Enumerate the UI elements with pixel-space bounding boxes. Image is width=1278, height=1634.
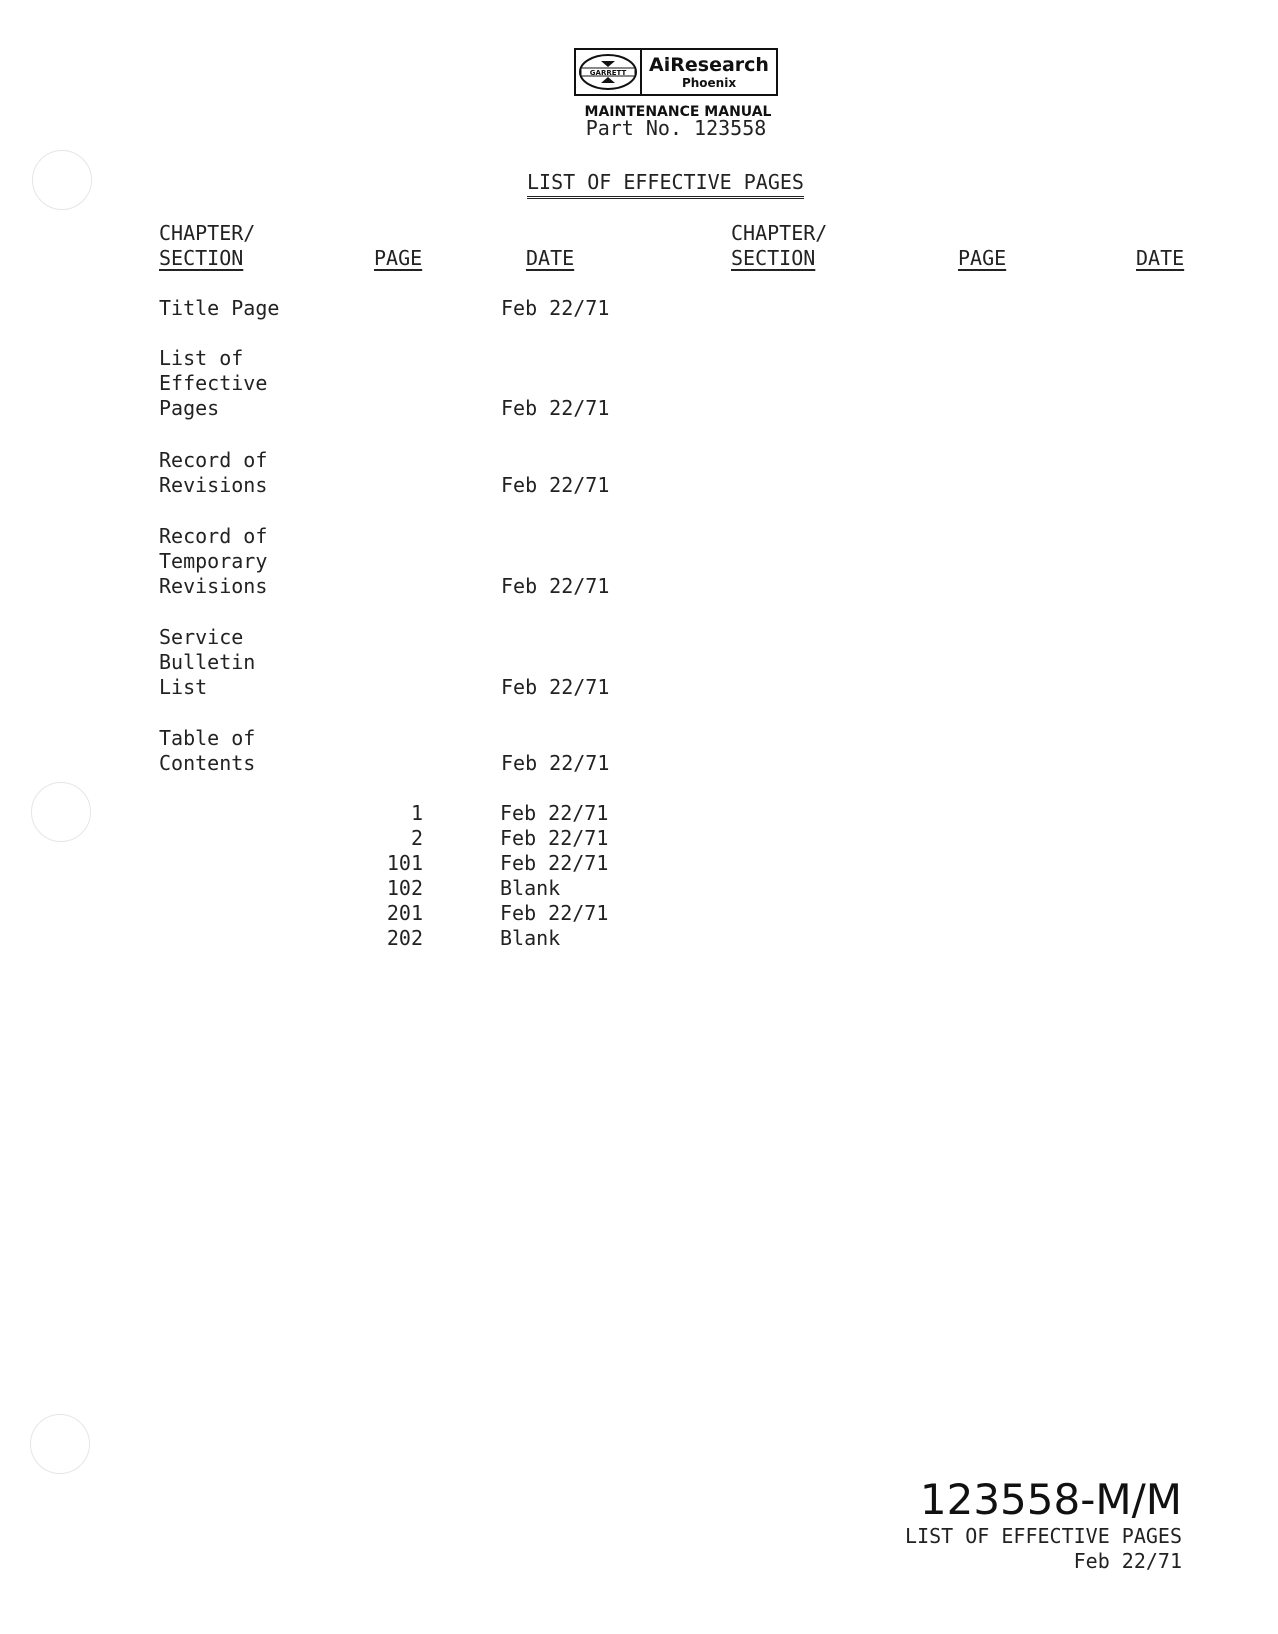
footer-doc-code: 123558-M/M: [919, 1475, 1182, 1524]
row-date: Feb 22/71: [501, 751, 610, 775]
page-date: Feb 22/71: [500, 801, 609, 825]
row-section: Record of Temporary Revisions: [159, 524, 268, 598]
col-header-page-left: PAGE: [374, 246, 423, 270]
logo-mark-text: GARRETT: [589, 69, 627, 77]
logo-brand: AiResearch: [649, 53, 769, 76]
col-header-chapter-right: [731, 221, 827, 271]
row-date: Feb 22/71: [501, 296, 610, 320]
logo-city: Phoenix: [681, 75, 737, 90]
row-section: Title Page: [159, 296, 280, 320]
binder-hole-top: [32, 150, 92, 210]
row-date: Feb 22/71: [501, 675, 610, 699]
footer-section-title: LIST OF EFFECTIVE PAGES: [905, 1524, 1182, 1548]
page-title-text: LIST OF EFFECTIVE PAGES: [527, 170, 804, 199]
row-date: Feb 22/71: [501, 396, 610, 420]
garrett-logo-icon: [576, 50, 642, 94]
row-section: Record of Revisions: [159, 448, 268, 497]
row-section: Service Bulletin List: [159, 625, 256, 699]
page-date: Feb 22/71: [500, 826, 609, 850]
row-date: Feb 22/71: [501, 473, 610, 497]
page-number: 201: [386, 901, 423, 925]
page-date: Feb 22/71: [500, 901, 609, 925]
binder-hole-middle: [31, 782, 91, 842]
page-title: [527, 170, 804, 195]
col-header-date-left: DATE: [526, 246, 575, 270]
manual-label: MAINTENANCE MANUAL: [584, 104, 772, 120]
logo-wordmark: [642, 50, 776, 94]
page-number: 2: [410, 826, 423, 850]
page-number: 102: [386, 876, 423, 900]
company-logo: [574, 48, 778, 96]
page-number: 1: [410, 801, 423, 825]
page-date: Feb 22/71: [500, 851, 609, 875]
page-number: 202: [386, 926, 423, 950]
footer-date: Feb 22/71: [1073, 1549, 1182, 1573]
col-header-chapter-line1: CHAPTER/: [731, 221, 828, 245]
row-date: Feb 22/71: [501, 574, 610, 598]
footer-block: [760, 1476, 1182, 1574]
page-number: 101: [386, 851, 423, 875]
col-header-chapter-left: [159, 221, 255, 271]
row-section: List of Effective Pages: [159, 346, 268, 420]
page-date: Blank: [500, 926, 561, 950]
col-header-chapter-line2: SECTION: [731, 246, 816, 270]
col-header-page-right: PAGE: [958, 246, 1007, 270]
row-section: Table of Contents: [159, 726, 256, 775]
col-header-chapter-line2: SECTION: [159, 246, 244, 270]
page-date: Blank: [500, 876, 561, 900]
col-header-date-right: DATE: [1136, 246, 1185, 270]
col-header-chapter-line1: CHAPTER/: [159, 221, 256, 245]
binder-hole-bottom: [30, 1414, 90, 1474]
part-number: Part No. 123558: [585, 116, 767, 140]
